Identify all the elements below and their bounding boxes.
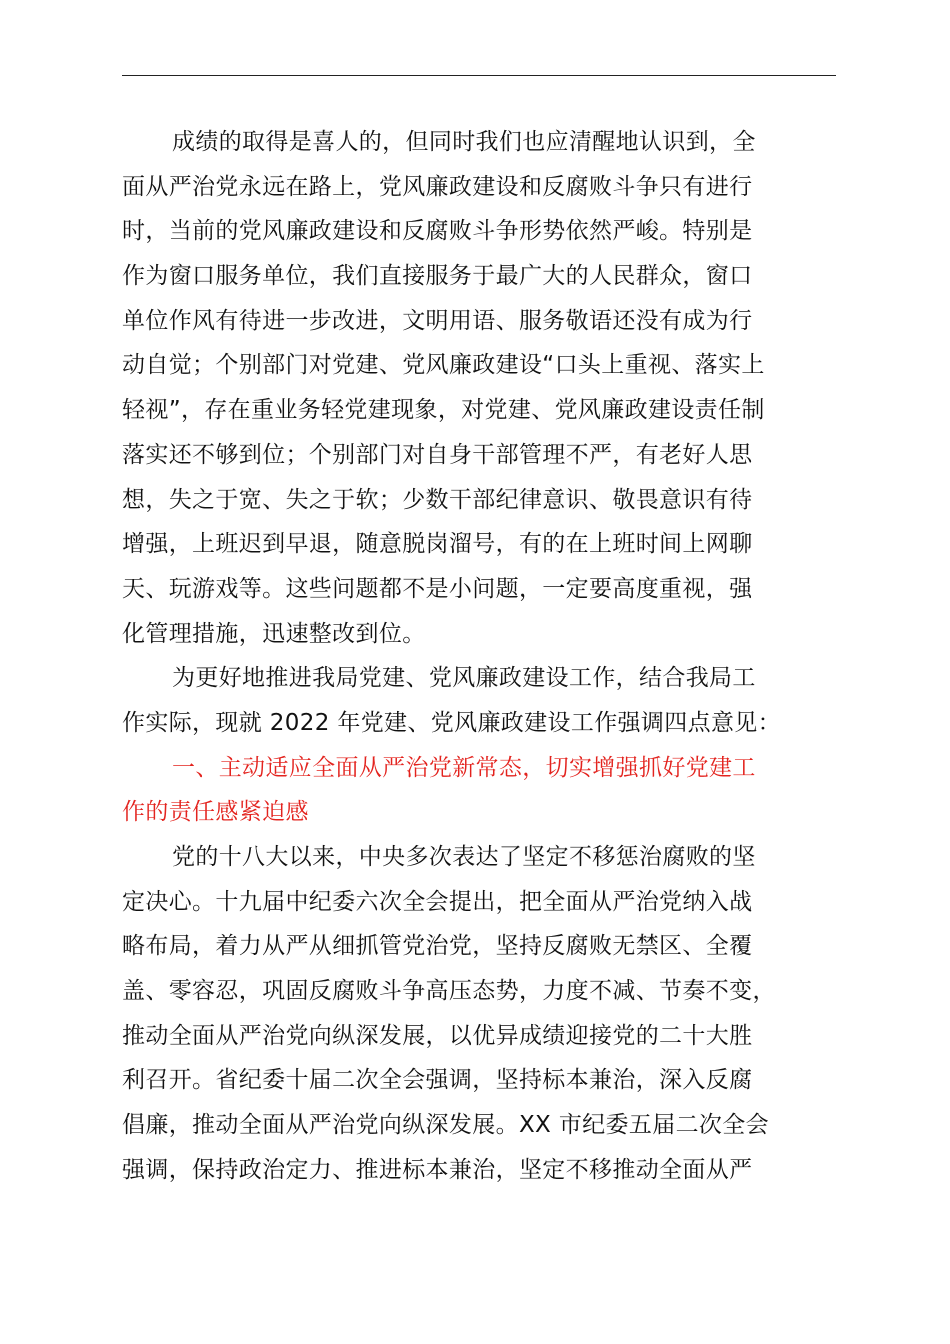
text-line: 强调，保持政治定力、推进标本兼治，坚定不移推动全面从严 [122,1156,753,1183]
text-line: 作实际，现就 2022 年党建、党风廉政建设工作强调四点意见： [122,709,782,736]
text-line: 化管理措施，迅速整改到位。 [122,620,426,647]
paragraph-central-decisions [122,835,836,1193]
text-line: 利召开。省纪委十届二次全会强调，坚持标本兼治，深入反腐 [122,1067,753,1094]
text-line: 时，当前的党风廉政建设和反腐败斗争形势依然严峻。特别是 [122,218,753,245]
text-line: 略布局，着力从严从细抓管党治党，坚持反腐败无禁区、全覆 [122,933,753,960]
text-line: 轻视”，存在重业务轻党建现象，对党建、党风廉政建设责任制 [122,397,765,424]
section-heading-1 [122,746,836,835]
text-line: 单位作风有待进一步改进，文明用语、服务敬语还没有成为行 [122,307,753,334]
paragraph-intro-opinions [122,656,836,745]
text-line: 定决心。十九届中纪委六次全会提出，把全面从严治党纳入战 [122,888,753,915]
header-rule [122,75,836,76]
text-line: 增强，上班迟到早退，随意脱岗溜号，有的在上班时间上网聊 [122,531,753,558]
document-body [122,120,836,1193]
text-line: 作为窗口服务单位，我们直接服务于最广大的人民群众，窗口 [122,263,753,290]
text-line: 天、玩游戏等。这些问题都不是小问题，一定要高度重视，强 [122,575,753,602]
text-line: 面从严治党永远在路上，党风廉政建设和反腐败斗争只有进行 [122,173,753,200]
text-line: 倡廉，推动全面从严治党向纵深发展。XX 市纪委五届二次全会 [122,1112,769,1139]
text-line: 成绩的取得是喜人的，但同时我们也应清醒地认识到，全 [172,129,756,155]
text-line: 想，失之于宽、失之于软；少数干部纪律意识、敬畏意识有待 [122,486,753,513]
heading-line: 一、主动适应全面从严治党新常态，切实增强抓好党建工 [172,754,756,781]
text-line: 动自觉；个别部门对党建、党风廉政建设“口头上重视、落实上 [122,352,765,379]
text-line: 党的十八大以来，中央多次表达了坚定不移惩治腐败的坚 [172,844,756,870]
text-line: 盖、零容忍，巩固反腐败斗争高压态势，力度不减、节奏不变， [122,978,776,1005]
text-line: 为更好地推进我局党建、党风廉政建设工作，结合我局工 [172,665,756,692]
text-line: 落实还不够到位；个别部门对自身干部管理不严，有老好人思 [122,441,753,468]
text-line: 推动全面从严治党向纵深发展，以优异成绩迎接党的二十大胜 [122,1022,753,1049]
paragraph-achievements-problems [122,120,836,656]
heading-line: 作的责任感紧迫感 [122,799,309,826]
